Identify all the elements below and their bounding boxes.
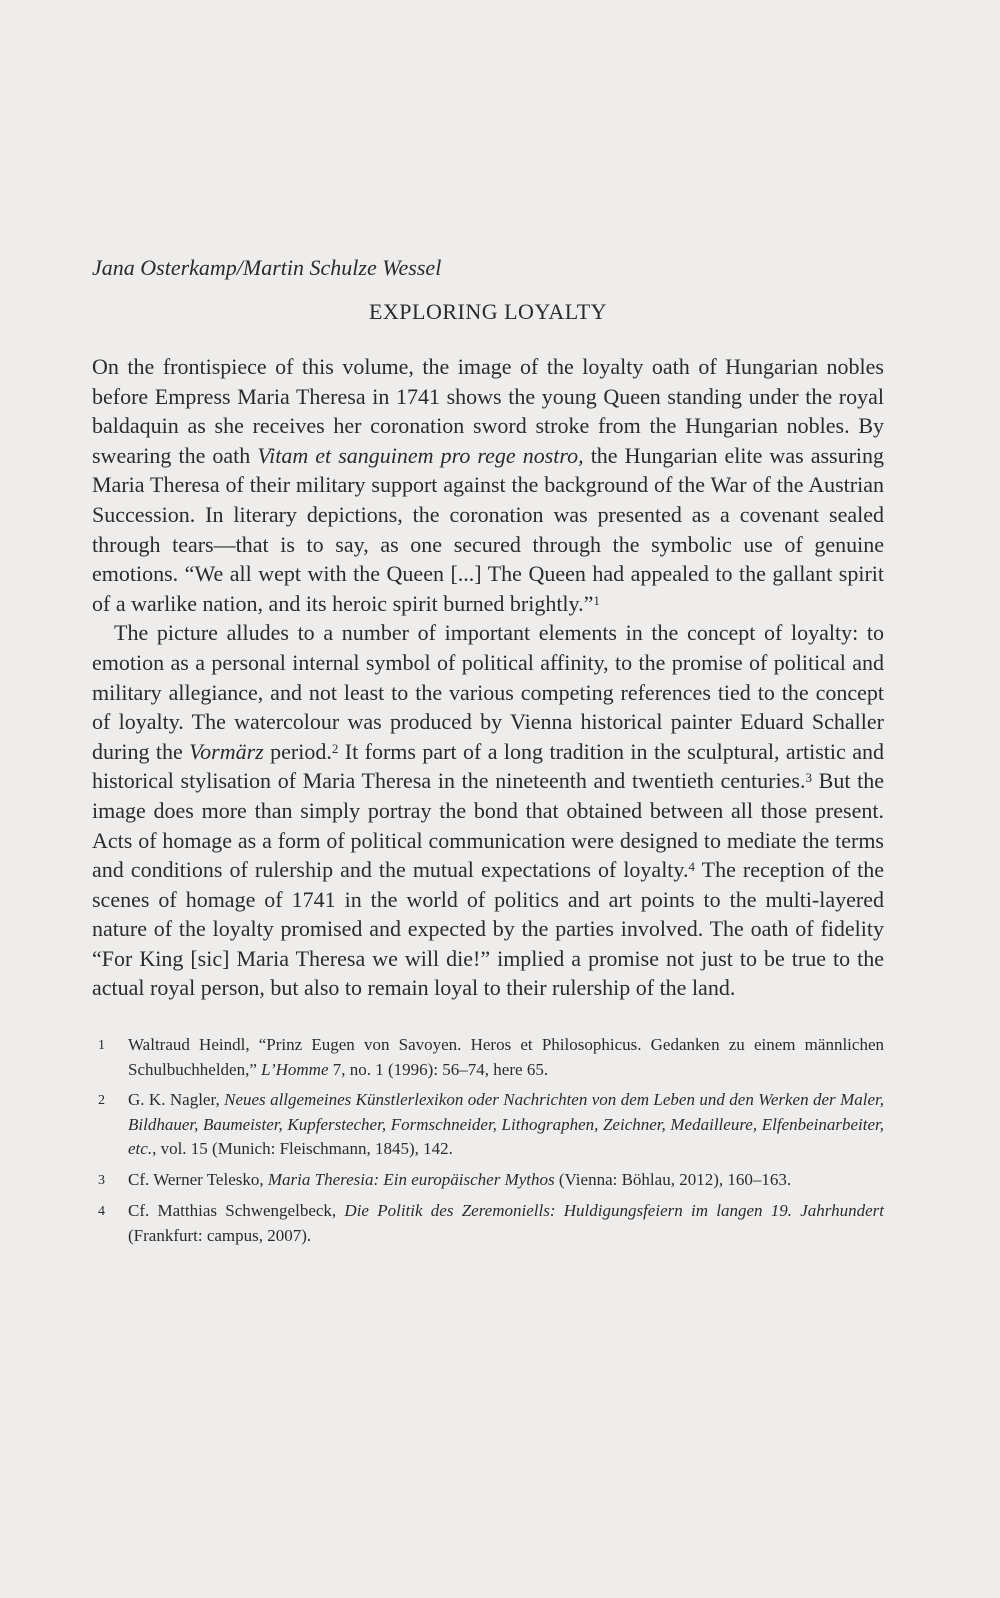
footnotes [92, 1033, 884, 1248]
footnote-ref-3[interactable]: 3 [805, 770, 812, 786]
paragraph-1: On the frontispiece of this volume, the image of the loyalty oath of Hungarian nobles before Empress Maria Theresa in 1741 shows the young Queen standing under the royal baldaquin as she receives her coronation sword stroke from the Hungarian nobles. By swearing the oath Vitam et sanguinem pro rege nostro, the Hungarian elite was assuring Maria Theresa of their military support against the background of the War of the Austrian Succession. In literary depictions, the coronation was presented as a covenant sealed through tears—that is to say, as one secured through the symbolic use of genuine emotions. “We all wept with the Queen [...] The Queen had appealed to the gallant spirit of a warlike nation, and its heroic spirit burned brightly.”$^1$ [92, 354, 885, 616]
footnote [92, 1168, 884, 1194]
footnote-number: 3 [98, 1172, 105, 1188]
body-text [92, 352, 884, 1003]
footnote-ref-2[interactable]: 2 [331, 740, 339, 756]
chapter-title: EXPLORING LOYALTY [368, 299, 608, 324]
footnote-ref-1[interactable]: 1 [593, 592, 600, 608]
footnote-text: Waltraud Heindl, “Prinz Eugen von Savoyen. Heros et Philosophicus. Gedanken zu einem männlichen Schulbuchhelden,” L’Homme 7, no. 1 (1996): 56–74, here 65. [128, 1035, 884, 1079]
paragraph-2: The picture alludes to a number of important elements in the concept of loyalty: to emotion as a personal internal symbol of political affinity, to the promise of political and military allegiance, and not least to the various competing references tied to the concept of loyalty. The watercolour was produced by Vienna historical painter Eduard Schaller during the Vormärz period.$^2$ It forms part of a long tradition in the sculptural, artistic and historical stylisation of Maria Theresa in the nineteenth and twentieth centuries.$^3$ But the image does more than simply portray the bond that obtained between all those present. Acts of homage as a form of political communication were designed to mediate the terms and conditions of rulership and the mutual expectations of loyalty.$^4$ The reception of the scenes of homage of 1741 in the world of politics and art points to the multi-layered nature of the loyalty promised and expected by the parties involved. The oath of fidelity “For King [sic] Maria Theresa we will die!” implied a promise not just to be true to the actual royal person, but also to remain loyal to their rulership of the land. [92, 620, 885, 1001]
footnote-ref-4[interactable]: 4 [688, 859, 695, 875]
footnote [92, 1033, 884, 1082]
footnote [92, 1199, 884, 1248]
footnote-number: 2 [98, 1093, 105, 1109]
show-through-text [92, 70, 902, 143]
footnote [92, 1088, 884, 1162]
footnote-number: 1 [98, 1038, 105, 1054]
author-line: Jana Osterkamp/Martin Schulze Wessel [92, 255, 442, 280]
footnote-text: Cf. Werner Telesko, Maria Theresia: Ein europäischer Mythos (Vienna: Böhlau, 2012), 160–163. [128, 1169, 792, 1189]
footnote-text: G. K. Nagler, Neues allgemeines Künstlerlexikon oder Nachrichten von dem Leben und den Werken der Maler, Bildhauer, Baumeister, Kupferstecher, Formschneider, Lithographen, Zeichner, Medailleure, Elfenbeinarbeiter, etc., vol. 15 (Munich: Fleischmann, 1845), 142. [128, 1090, 884, 1159]
footnote-number: 4 [98, 1204, 105, 1220]
page [92, 254, 884, 1254]
footnote-text: Cf. Matthias Schwengelbeck, Die Politik des Zeremoniells: Huldigungsfeiern im langen 19. Jahrhundert (Frankfurt: campus, 2007). [128, 1201, 884, 1245]
